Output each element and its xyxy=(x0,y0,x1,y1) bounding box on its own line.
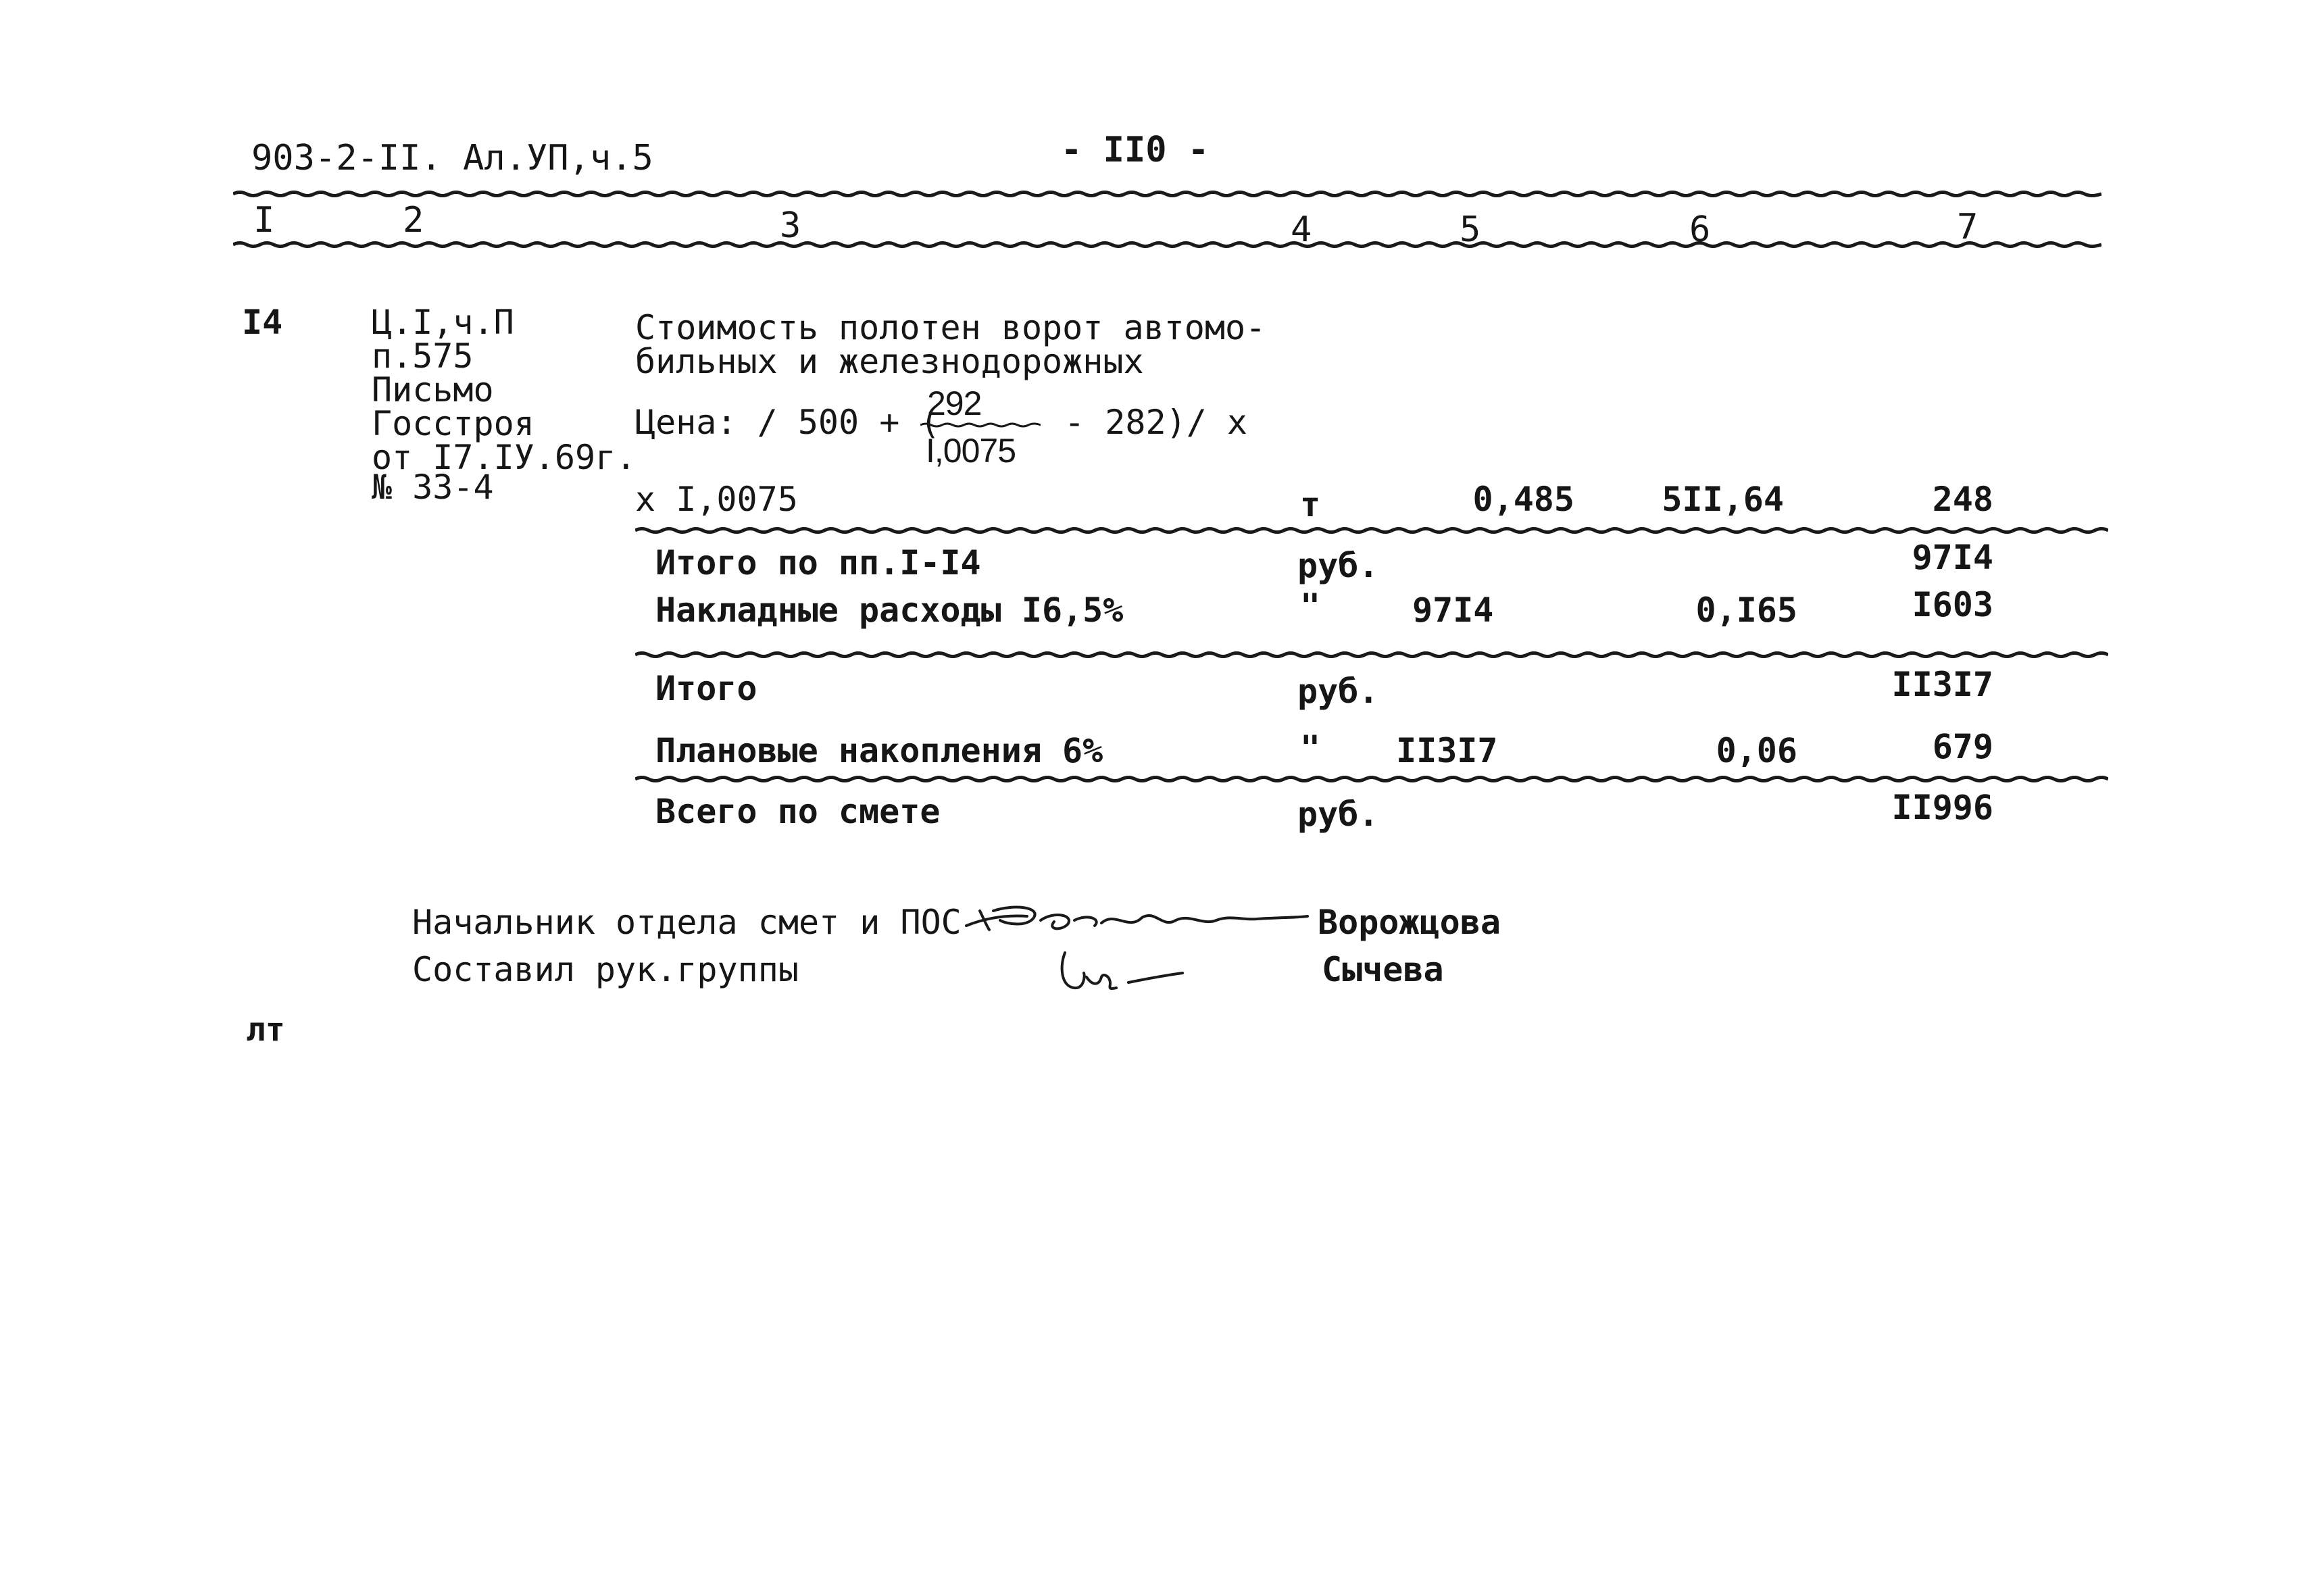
column-number-3: 3 xyxy=(780,205,801,246)
column-number-7: 7 xyxy=(1957,207,1978,247)
summary-total: II3I7 xyxy=(1891,665,1993,704)
summary-unit: руб. xyxy=(1297,795,1379,834)
column-number-6: 6 xyxy=(1689,209,1711,250)
price-multiplier: x I,0075 xyxy=(635,480,798,519)
reference-line: от I7.IУ.69г. xyxy=(372,438,637,477)
reference-line: Письмо xyxy=(372,370,494,409)
summary-label: Плановые накопления 6% xyxy=(655,731,1103,770)
summary-label: Накладные расходы I6,5% xyxy=(655,591,1124,630)
summary-base: II3I7 xyxy=(1396,731,1498,770)
header-bottom-rule xyxy=(233,240,2101,249)
signatory-role: Составил рук.группы xyxy=(412,950,799,989)
item-quantity: 0,485 xyxy=(1472,480,1574,519)
summary-base: 97I4 xyxy=(1412,591,1494,630)
reference-line: Ц.I,ч.П xyxy=(372,303,514,342)
reference-line: п.575 xyxy=(372,336,474,376)
price-formula-suffix: - 282)/ x xyxy=(1044,403,1248,442)
item-number: I4 xyxy=(242,303,283,342)
summary-total: I603 xyxy=(1912,585,1993,624)
signatory-name: Сычева xyxy=(1322,950,1444,989)
total-separator-rule xyxy=(635,774,2108,784)
reference-line: Госстроя xyxy=(372,404,534,443)
price-denominator: I,0075 xyxy=(926,432,1016,470)
signatory-role: Начальник отдела смет и ПОС xyxy=(412,903,962,942)
item-description-line-1: Стоимость полотен ворот автомо- xyxy=(635,308,1266,347)
summary-total: 679 xyxy=(1932,727,1993,766)
header-top-rule xyxy=(233,189,2101,199)
signatory-name: Ворожцова xyxy=(1318,903,1501,942)
price-numerator: 292 xyxy=(927,384,982,422)
handwritten-signature-1 xyxy=(960,891,1311,938)
summary-label: Итого по пп.I-I4 xyxy=(655,543,981,582)
column-number-5: 5 xyxy=(1460,209,1481,250)
document-code: 903-2-II. Ал.УП,ч.5 xyxy=(251,138,653,178)
reference-line: № 33-4 xyxy=(372,468,494,507)
summary-total: II996 xyxy=(1891,788,1993,827)
summary-unit: " xyxy=(1300,728,1321,768)
summary-separator-rule xyxy=(635,650,2108,659)
summary-unit: руб. xyxy=(1297,672,1379,711)
footer-mark: лт xyxy=(246,1011,285,1049)
column-number-1: I xyxy=(253,200,275,241)
summary-rate: 0,I65 xyxy=(1695,591,1797,630)
summary-unit: руб. xyxy=(1297,546,1379,585)
fraction-bar xyxy=(920,422,1041,428)
column-number-2: 2 xyxy=(403,200,424,241)
summary-label: Всего по смете xyxy=(655,792,941,831)
price-formula-prefix: Цена: / 500 + ( xyxy=(635,403,941,442)
item-unit: т xyxy=(1300,485,1321,524)
page-number: - II0 - xyxy=(1061,130,1210,170)
item-unit-price: 5II,64 xyxy=(1662,480,1784,519)
summary-rate: 0,06 xyxy=(1716,731,1797,770)
column-number-4: 4 xyxy=(1291,209,1312,250)
handwritten-signature-2 xyxy=(1054,946,1189,1000)
summary-label: Итого xyxy=(655,669,757,708)
item-total: 248 xyxy=(1932,480,1993,519)
item-separator-rule xyxy=(635,526,2108,535)
summary-total: 97I4 xyxy=(1912,538,1993,577)
summary-unit: " xyxy=(1300,587,1321,626)
item-description-line-2: бильных и железнодорожных xyxy=(635,342,1144,381)
